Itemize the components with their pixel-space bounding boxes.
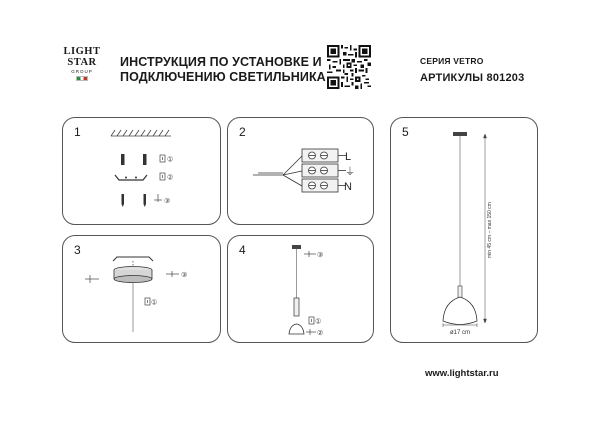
brand-logo bbox=[62, 46, 102, 98]
logo-line1: LIGHT bbox=[63, 46, 101, 57]
mounting-bracket-icon bbox=[113, 257, 153, 261]
step-4-panel bbox=[227, 235, 374, 343]
logo-line2: STAR bbox=[67, 57, 97, 68]
step-4-number: 4 bbox=[239, 243, 246, 257]
socket-icon bbox=[294, 298, 299, 316]
document-title bbox=[120, 55, 326, 85]
svg-text:③: ③ bbox=[164, 198, 171, 205]
glass-shade-icon bbox=[443, 297, 477, 325]
italian-flag-icon bbox=[76, 76, 88, 81]
qr-code-icon bbox=[327, 45, 371, 89]
website-url[interactable]: www.lightstar.ru bbox=[425, 368, 499, 379]
shade-assembly-diagram bbox=[228, 236, 373, 342]
wiring-diagram bbox=[228, 118, 373, 224]
step-1-number: 1 bbox=[74, 125, 81, 139]
svg-text:②: ② bbox=[317, 330, 324, 337]
screws-icon bbox=[122, 194, 147, 207]
series-label: СЕРИЯ VETRO bbox=[420, 56, 484, 66]
terminal-block-icon bbox=[302, 149, 338, 192]
svg-text:①: ① bbox=[167, 156, 174, 164]
title-line2: ПОДКЛЮЧЕНИЮ СВЕТИЛЬНИКА bbox=[120, 70, 326, 84]
step-2-number: 2 bbox=[239, 125, 246, 139]
svg-text:②: ② bbox=[167, 174, 174, 182]
canopy-icon bbox=[453, 132, 467, 136]
canopy-icon bbox=[292, 245, 301, 249]
glass-shade-icon bbox=[289, 324, 304, 334]
step-2-panel bbox=[227, 117, 374, 225]
step-1-panel bbox=[62, 117, 221, 225]
logo-line3: GROUP bbox=[71, 69, 93, 74]
title-line1: ИНСТРУКЦИЯ ПО УСТАНОВКЕ И bbox=[120, 55, 322, 69]
canopy-icon bbox=[114, 267, 152, 283]
canopy-fixing-diagram bbox=[63, 236, 220, 342]
svg-text:①: ① bbox=[315, 318, 322, 326]
svg-text:③: ③ bbox=[317, 252, 324, 259]
mounting-bracket-icon bbox=[115, 175, 147, 180]
ground-wire-label: ⏚ bbox=[345, 167, 355, 178]
neutral-wire-label: N bbox=[344, 181, 352, 193]
dimensions-diagram bbox=[391, 118, 537, 342]
live-wire-label: L bbox=[345, 151, 352, 163]
dowels-icon bbox=[121, 154, 147, 165]
ceiling-mounting-diagram bbox=[63, 118, 220, 224]
step-5-number: 5 bbox=[402, 125, 409, 139]
step-3-panel bbox=[62, 235, 221, 343]
article-number: АРТИКУЛЫ 801203 bbox=[420, 72, 525, 84]
diameter-dimension-label: ø17 cm bbox=[450, 330, 471, 336]
step-5-panel bbox=[390, 117, 538, 343]
height-dimension-label: min 45 cm – max 150 cm bbox=[487, 202, 493, 258]
svg-text:③: ③ bbox=[181, 272, 188, 279]
svg-text:①: ① bbox=[151, 299, 158, 307]
step-3-number: 3 bbox=[74, 243, 81, 257]
